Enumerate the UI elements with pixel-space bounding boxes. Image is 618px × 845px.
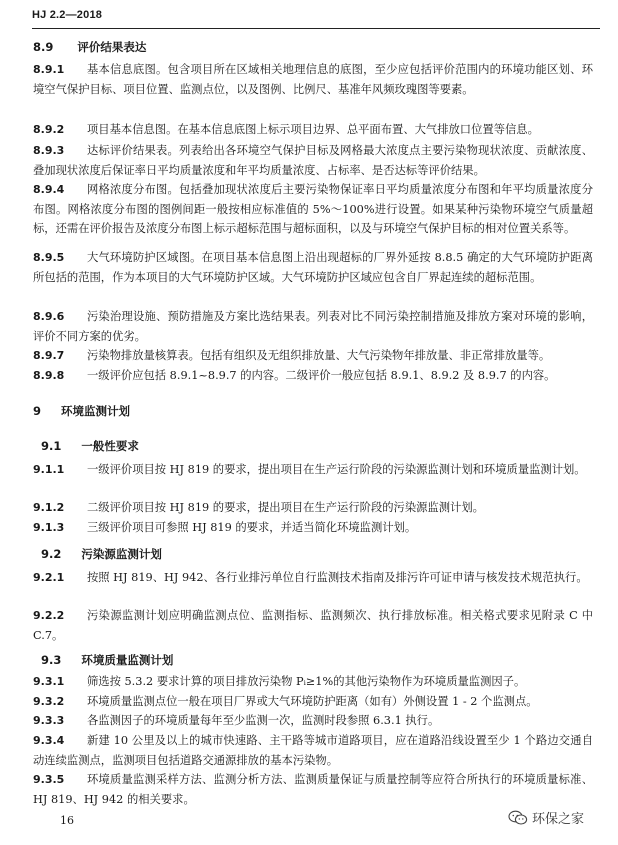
section-title: 环境质量监测计划 <box>81 653 174 667</box>
section-heading-8-9 <box>33 39 146 55</box>
clause-8-9-1 <box>33 60 593 99</box>
chapter-number: 9 <box>33 404 42 418</box>
clause-number: 9.3.1 <box>33 675 65 688</box>
clause-8-9-7 <box>33 346 593 366</box>
clause-number: 8.9.3 <box>33 144 65 157</box>
clause-text: 项目基本信息图。在基本信息底图上标示项目边界、总平面布置、大气排放口位置等信息。 <box>87 123 539 136</box>
clause-text: 污染物排放量核算表。包括有组织及无组织排放量、大气污染物年排放量、非正常排放量等。 <box>87 349 551 362</box>
clause-number: 9.3.4 <box>33 734 65 747</box>
clause-number: 9.2.2 <box>33 609 65 622</box>
section-number: 9.2 <box>41 547 62 561</box>
clause-text: 环境质量监测点位一般在项目厂界或大气环境防护距离（如有）外侧设置 1 - 2 个监测点。 <box>87 695 538 708</box>
clause-9-2-1 <box>33 568 593 588</box>
clause-number: 8.9.8 <box>33 369 65 382</box>
chapter-title: 环境监测计划 <box>61 404 131 418</box>
page-number: 16 <box>60 814 74 827</box>
clause-text: 达标评价结果表。列表给出各环境空气保护目标及网格最大浓度点主要污染物现状浓度、贡献浓度、叠加现状浓度后保证率日平均质量浓度和年平均质量浓度、占标率、是否达标等评价结果。 <box>33 144 593 177</box>
clause-9-1-3 <box>33 518 593 538</box>
clause-9-3-2 <box>33 692 593 712</box>
section-heading-9-3 <box>41 652 173 668</box>
clause-text: 按照 HJ 819、HJ 942、各行业排污单位自行监测技术指南及排污许可证申请与核发技术规范执行。 <box>87 571 588 584</box>
clause-9-3-1 <box>33 672 593 692</box>
section-number: 9.1 <box>41 439 62 453</box>
clause-number: 9.1.2 <box>33 501 65 514</box>
clause-text: 一级评价项目按 HJ 819 的要求，提出项目在生产运行阶段的污染源监测计划和环境质量监测计划。 <box>87 463 586 476</box>
clause-8-9-3 <box>33 141 593 180</box>
section-title: 污染源监测计划 <box>81 547 162 561</box>
clause-9-3-4 <box>33 731 593 770</box>
clause-8-9-5 <box>33 248 593 287</box>
clause-text: 环境质量监测采样方法、监测分析方法、监测质量保证与质量控制等应符合所执行的环境质量标准、HJ 819、HJ 942 的相关要求。 <box>33 773 593 806</box>
clause-text: 筛选按 5.3.2 要求计算的项目排放污染物 Pᵢ≥1%的其他污染物作为环境质量监测因子。 <box>87 675 526 688</box>
clause-number: 9.3.2 <box>33 695 65 708</box>
clause-text: 各监测因子的环境质量每年至少监测一次，监测时段参照 6.3.1 执行。 <box>87 714 440 727</box>
clause-number: 8.9.6 <box>33 310 65 323</box>
clause-text: 一级评价应包括 8.9.1~8.9.7 的内容。二级评价一般应包括 8.9.1、8.9.2 及 8.9.7 的内容。 <box>87 369 556 382</box>
clause-number: 8.9.5 <box>33 251 65 264</box>
chapter-heading-9 <box>33 403 130 419</box>
clause-number: 9.3.5 <box>33 773 65 786</box>
clause-number: 8.9.1 <box>33 63 65 76</box>
watermark-text: 环保之家 <box>532 812 585 827</box>
wechat-icon <box>508 810 528 826</box>
clause-number: 9.1.1 <box>33 463 65 476</box>
clause-9-3-5 <box>33 770 593 809</box>
standard-code: HJ 2.2—2018 <box>32 9 103 21</box>
clause-9-3-3 <box>33 711 593 731</box>
clause-number: 9.2.1 <box>33 571 65 584</box>
header-divider <box>32 28 600 29</box>
clause-number: 8.9.4 <box>33 183 65 196</box>
clause-text: 二级评价项目按 HJ 819 的要求，提出项目在生产运行阶段的污染源监测计划。 <box>87 501 484 514</box>
section-number: 8.9 <box>33 40 54 54</box>
clause-text: 三级评价项目可参照 HJ 819 的要求，并适当简化环境监测计划。 <box>87 521 417 534</box>
clause-number: 9.3.3 <box>33 714 65 727</box>
clause-text: 大气环境防护区域图。在项目基本信息图上沿出现超标的厂界外延按 8.8.5 确定的大气环境防护距离所包括的范围，作为本项目的大气环境防护区域。大气环境防护区域应包含自厂界起连续的超标范围。 <box>33 251 593 284</box>
clause-9-2-2 <box>33 606 593 645</box>
section-title: 一般性要求 <box>81 439 139 453</box>
clause-8-9-8 <box>33 366 593 386</box>
section-number: 9.3 <box>41 653 62 667</box>
clause-8-9-6 <box>33 307 593 346</box>
clause-number: 8.9.2 <box>33 123 65 136</box>
clause-8-9-2 <box>33 120 593 140</box>
clause-text: 污染治理设施、预防措施及方案比选结果表。列表对比不同污染控制措施及排放方案对环境的影响，评价不同方案的优劣。 <box>33 310 593 343</box>
clause-9-1-1 <box>33 460 593 480</box>
section-heading-9-2 <box>41 546 162 562</box>
section-title: 评价结果表达 <box>77 40 147 54</box>
clause-number: 8.9.7 <box>33 349 65 362</box>
clause-text: 网格浓度分布图。包括叠加现状浓度后主要污染物保证率日平均质量浓度分布图和年平均质量浓度分布图。网格浓度分布图的图例间距一般按相应标准值的 5%～100%进行设置。如果某种污染物环境空气质量超标，还需在评价报告及浓度分布图上标示超标范围与超标面积，以及与环境空气保护目标的相对位置关系等。 <box>33 183 593 235</box>
watermark <box>508 808 584 827</box>
clause-number: 9.1.3 <box>33 521 65 534</box>
section-heading-9-1 <box>41 438 139 454</box>
clause-text: 污染源监测计划应明确监测点位、监测指标、监测频次、执行排放标准。相关格式要求见附录 C 中 C.7。 <box>33 609 593 642</box>
clause-9-1-2 <box>33 498 593 518</box>
clause-8-9-4 <box>33 180 593 239</box>
clause-text: 基本信息底图。包含项目所在区域相关地理信息的底图，至少应包括评价范围内的环境功能区划、环境空气保护目标、项目位置、监测点位，以及图例、比例尺、基准年风频玫瑰图等要素。 <box>33 63 593 96</box>
clause-text: 新建 10 公里及以上的城市快速路、主干路等城市道路项目，应在道路沿线设置至少 1 个路边交通自动连续监测点，监测项目包括道路交通源排放的基本污染物。 <box>33 734 593 767</box>
